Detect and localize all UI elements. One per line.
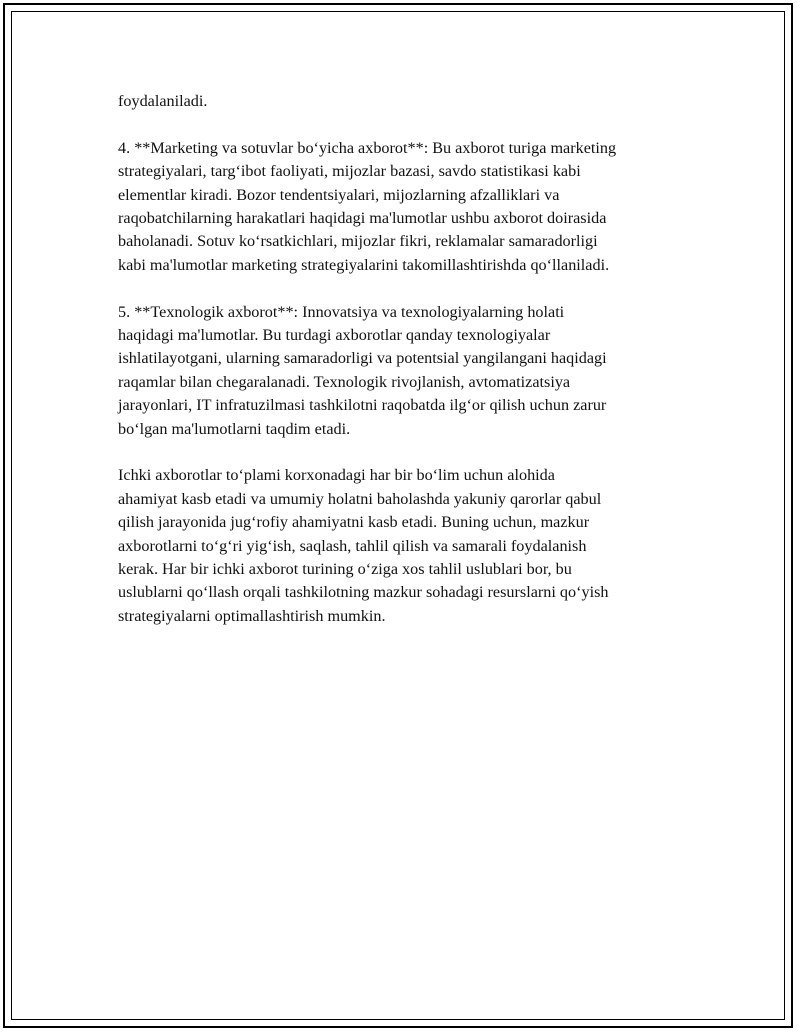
paragraph-gap (118, 441, 688, 464)
text-line: ishlatilayotgani, ularning samaradorligi va potentsial yangilangani haqidagi (118, 349, 607, 368)
text-line: raqobatchilarning harakatlari haqidagi ma'lumotlar ushbu axborot doirasida (118, 209, 607, 228)
paragraph-technology (118, 301, 688, 441)
text-line: strategiyalari, targ‘ibot faoliyati, mijozlar bazasi, savdo statistikasi kabi (118, 162, 581, 181)
text-line: axborotlarni to‘g‘ri yig‘ish, saqlash, tahlil qilish va samarali foydalanish (118, 536, 587, 555)
paragraph-summary (118, 464, 688, 628)
text-line: qilish jarayonida jug‘rofiy ahamiyatni kasb etadi. Buning uchun, mazkur (118, 513, 590, 532)
text-line: ahamiyat kasb etadi va umumiy holatni baholashda yakuniy qarorlar qabul (118, 489, 602, 508)
text-line: haqidagi ma'lumotlar. Bu turdagi axborotlar qanday texnologiyalar (118, 326, 551, 345)
text-line: jarayonlari, IT infratuzilmasi tashkilotni raqobatda ilg‘or qilish uchun zarur (118, 396, 607, 415)
text-line: 5. **Texnologik axborot**: Innovatsiya va texnologiyalarning holati (118, 302, 565, 321)
text-line: uslublarni qo‘llash orqali tashkilotning mazkur sohadagi resurslarni qo‘yish (118, 583, 609, 602)
text-line: kabi ma'lumotlar marketing strategiyalarini takomillashtirishda qo‘llaniladi. (118, 255, 610, 274)
text-line: baholanadi. Sotuv ko‘rsatkichlari, mijozlar fikri, reklamalar samaradorligi (118, 232, 598, 251)
paragraph-continuation (118, 90, 688, 113)
text-line: strategiyalarni optimallashtirish mumkin. (118, 606, 386, 625)
paragraph-gap (118, 113, 688, 136)
text-line: foydalaniladi. (118, 92, 208, 110)
paragraph-gap (118, 277, 688, 300)
text-line: raqamlar bilan chegaralanadi. Texnologik rivojlanish, avtomatizatsiya (118, 372, 571, 391)
text-line: bo‘lgan ma'lumotlarni taqdim etadi. (118, 419, 351, 438)
text-line: 4. **Marketing va sotuvlar bo‘yicha axborot**: Bu axborot turiga marketing (118, 138, 617, 157)
text-line: Ichki axborotlar to‘plami korxonadagi har bir bo‘lim uchun alohida (118, 466, 555, 485)
paragraph-marketing (118, 137, 688, 277)
document-body (118, 90, 688, 628)
text-line: kerak. Har bir ichki axborot turining o‘ziga xos tahlil uslublari bor, bu (118, 560, 572, 579)
text-line: elementlar kiradi. Bozor tendentsiyalari, mijozlarning afzalliklari va (118, 185, 560, 204)
